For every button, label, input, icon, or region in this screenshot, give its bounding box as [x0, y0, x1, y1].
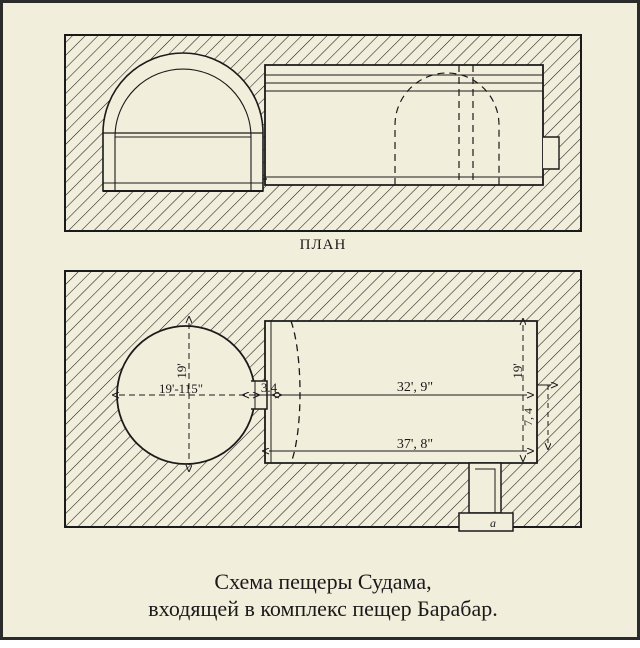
dim-circle-diameter-label: 19'-115": [159, 381, 203, 396]
entrance-label: a: [490, 516, 496, 530]
section-view: [65, 35, 581, 231]
plan-view: [65, 271, 581, 531]
caption-line-1: Схема пещеры Судама,: [214, 568, 432, 594]
section-barrel-hall: [265, 65, 559, 185]
dim-hall-length-label: 32', 9": [396, 380, 434, 395]
caption-line-2: входящей в комплекс пещер Барабар.: [148, 596, 498, 622]
dim-overall-length-label: 37', 8": [396, 437, 434, 452]
plan-title: ПЛАН: [299, 237, 347, 253]
cave-diagram: [3, 3, 640, 643]
figure-caption: [3, 568, 640, 623]
dim-circle-height-label: 19': [174, 363, 189, 379]
diagram-svg: [3, 3, 640, 643]
dim-right-segment-label: 7, 4: [521, 408, 535, 426]
dim-passage-label: 3.4: [260, 380, 278, 395]
dim-right-height-label: 19': [510, 363, 525, 379]
